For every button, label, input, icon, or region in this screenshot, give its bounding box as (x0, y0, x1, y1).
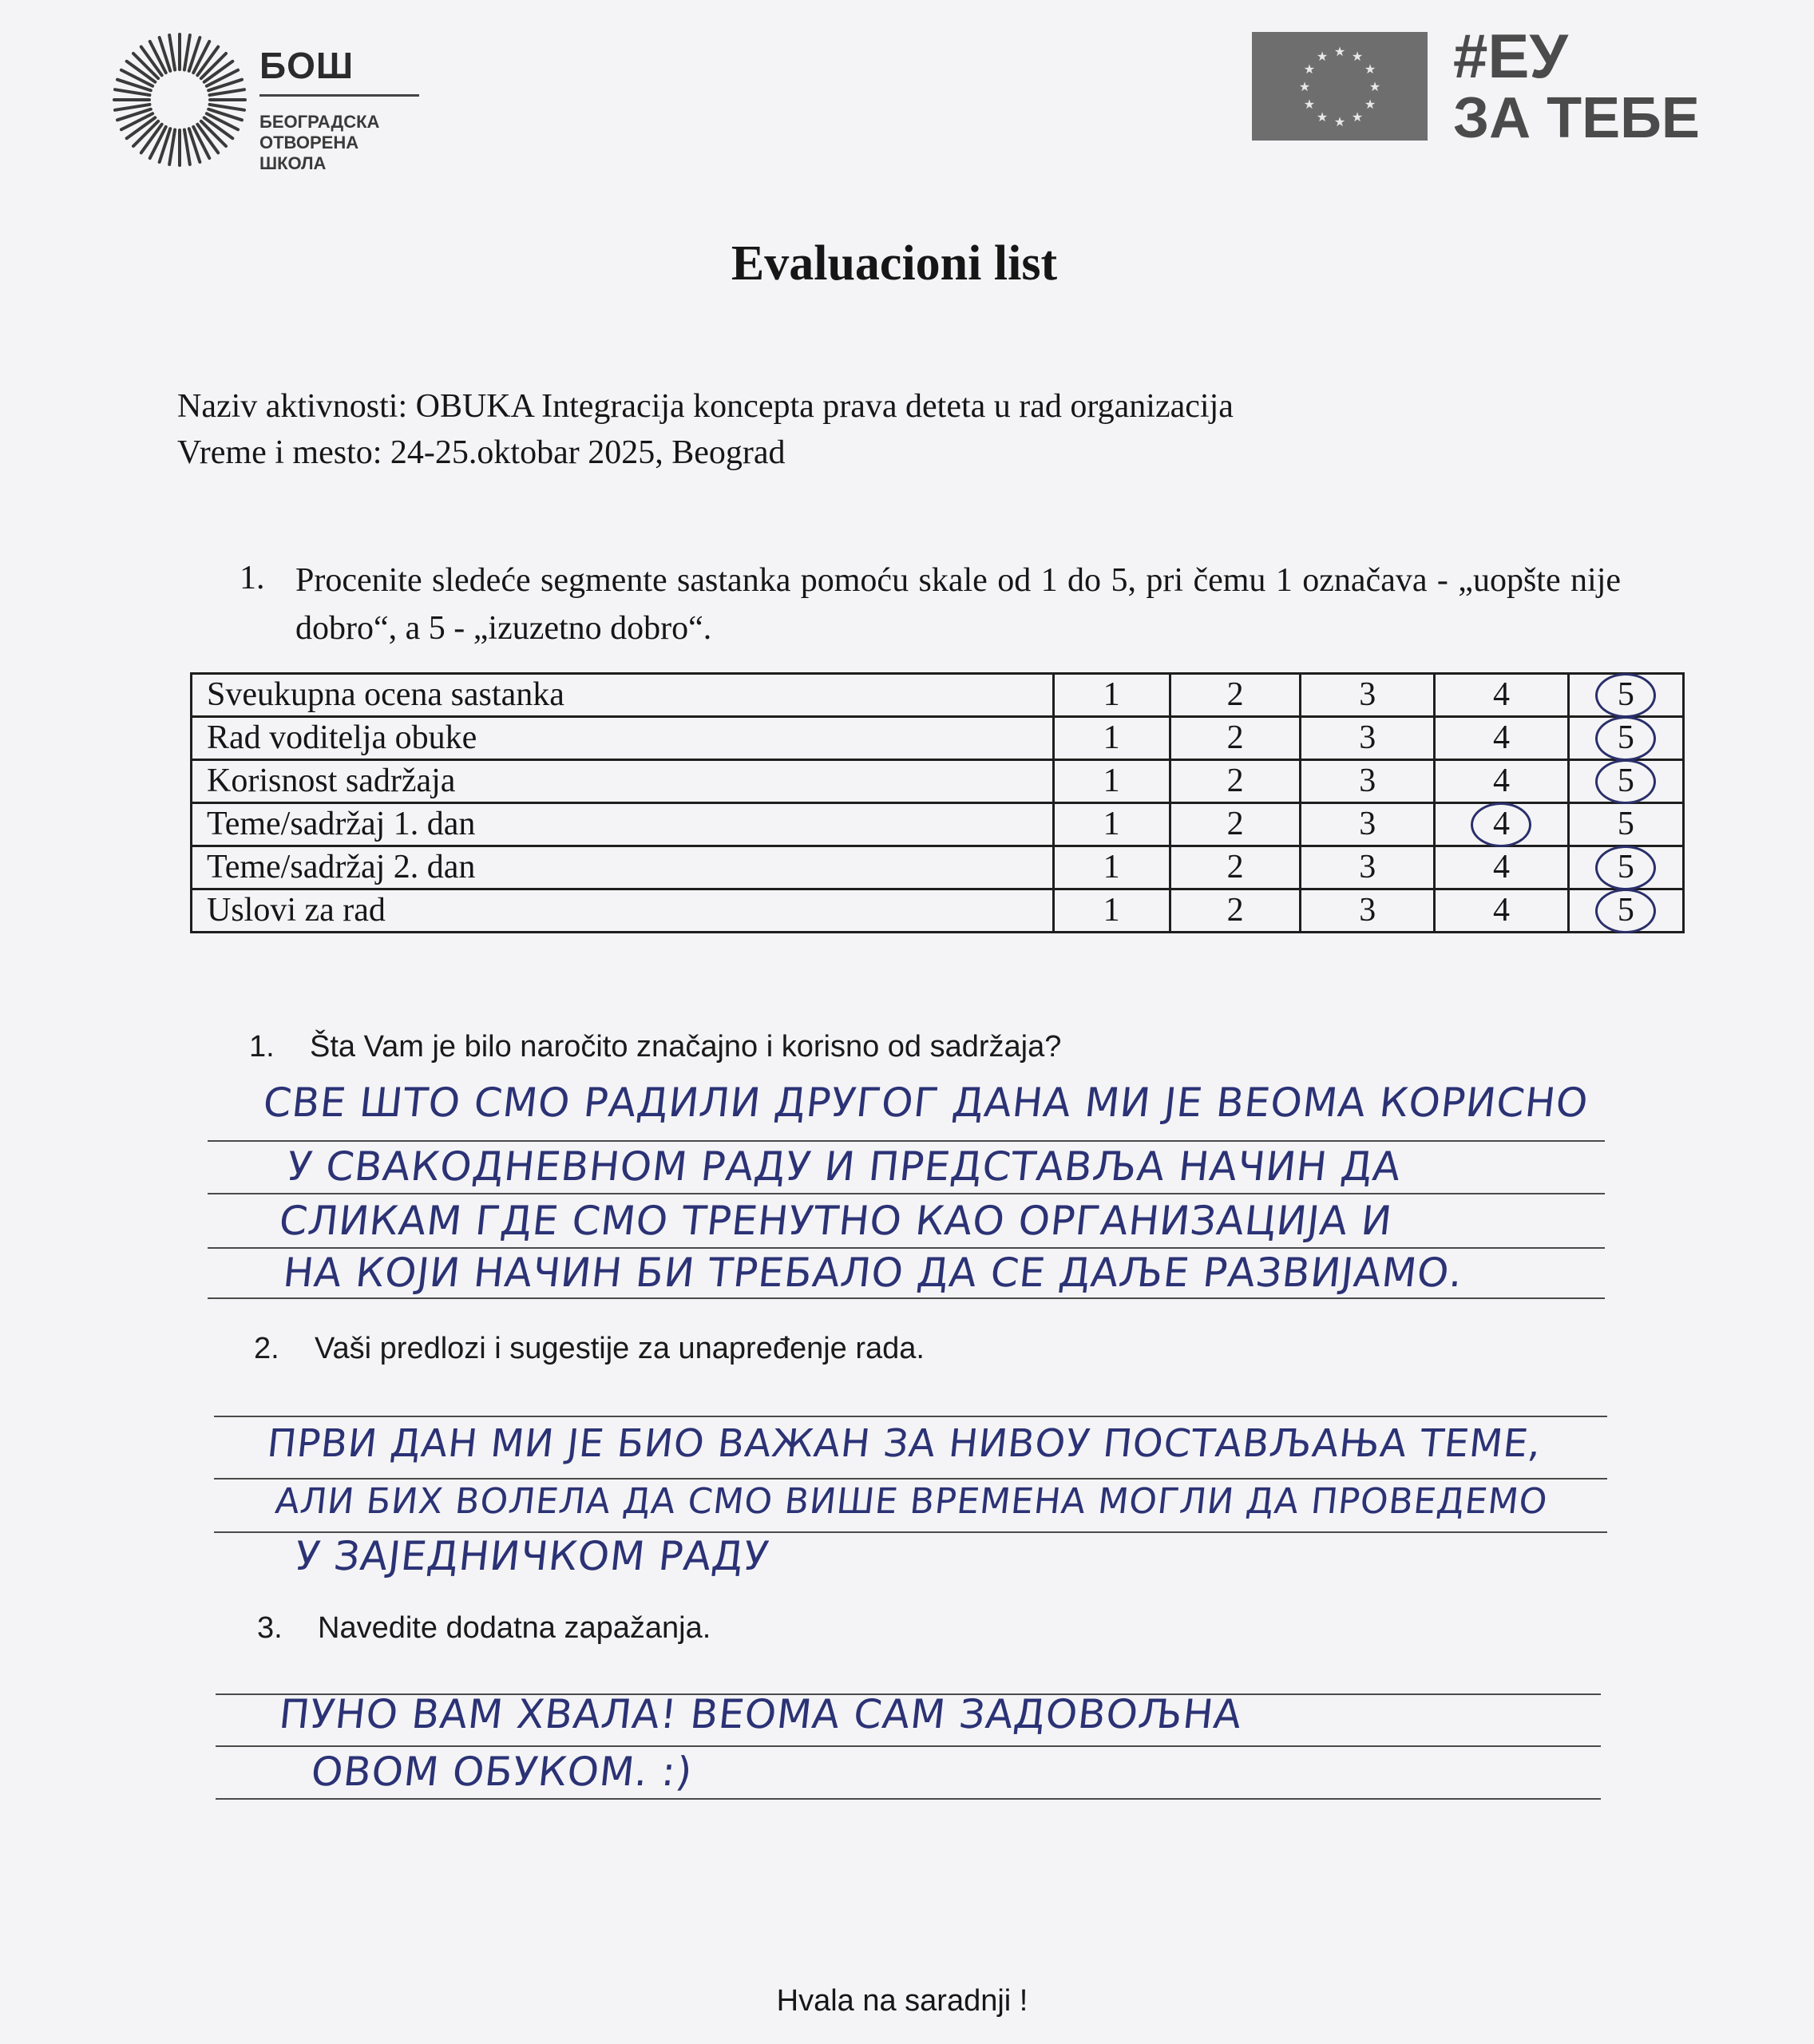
rating-row (192, 717, 1684, 760)
answer-line (208, 1140, 1605, 1142)
answer-line (214, 1416, 1607, 1417)
rating-row-label: Rad voditelja obuke (192, 717, 1054, 760)
eu-star-icon: ★ (1303, 98, 1316, 112)
rating-option[interactable] (1435, 760, 1569, 803)
logo-abbreviation: БОШ (259, 45, 354, 86)
rating-value: 2 (1226, 719, 1244, 756)
rating-value: 4 (1492, 676, 1510, 713)
rating-row (192, 674, 1684, 717)
rating-option[interactable] (1170, 760, 1301, 803)
answer-line (216, 1745, 1601, 1747)
handwritten-answer: АЛИ БИХ ВОЛЕЛА ДА СМО ВИШЕ ВРЕМЕНА МОГЛИ ДА ПРОВЕДЕМО (273, 1481, 1550, 1522)
rating-option[interactable] (1053, 760, 1170, 803)
eu-star-icon: ★ (1351, 111, 1364, 125)
rating-value: 2 (1226, 892, 1244, 929)
rating-value: 1 (1103, 676, 1120, 713)
rating-value: 1 (1103, 849, 1120, 885)
rating-option[interactable] (1435, 803, 1569, 846)
rating-value: 4 (1492, 719, 1510, 756)
eu-star-icon: ★ (1316, 111, 1329, 125)
rating-option[interactable] (1053, 889, 1170, 933)
rating-value: 5 (1617, 892, 1634, 929)
rating-table (190, 672, 1685, 933)
rating-value: 5 (1617, 719, 1634, 756)
rating-option[interactable] (1301, 760, 1435, 803)
sunburst-logo-icon (112, 28, 248, 172)
handwritten-answer: СЛИКАМ ГДЕ СМО ТРЕНУТНО КАО ОРГАНИЗАЦИЈА И (276, 1198, 1395, 1244)
rating-value: 2 (1226, 676, 1244, 713)
handwritten-answer: У ЗАЈЕДНИЧКОМ РАДУ (292, 1533, 772, 1579)
rating-option[interactable] (1568, 803, 1683, 846)
rating-value: 4 (1492, 806, 1510, 842)
logo-divider (259, 94, 419, 97)
rating-option[interactable] (1301, 803, 1435, 846)
rating-row-label: Teme/sadržaj 1. dan (192, 803, 1054, 846)
rating-value: 5 (1617, 676, 1634, 713)
eu-star-icon: ★ (1303, 63, 1316, 77)
rating-option[interactable] (1170, 846, 1301, 889)
rating-value: 4 (1492, 892, 1510, 929)
rating-option[interactable] (1435, 846, 1569, 889)
handwritten-answer: НА КОЈИ НАЧИН БИ ТРЕБАЛО ДА СЕ ДАЉЕ РАЗВИЈАМО. (280, 1250, 1466, 1296)
rating-value: 1 (1103, 806, 1120, 842)
rating-row (192, 889, 1684, 933)
rating-row (192, 760, 1684, 803)
eu-slogan-line1: #ЕУ (1453, 21, 1568, 91)
handwritten-answer: СВЕ ШТО СМО РАДИЛИ ДРУГОГ ДАНА МИ ЈЕ ВЕОМА КОРИСНО (260, 1079, 1591, 1126)
rating-value: 5 (1617, 806, 1634, 842)
rating-value: 1 (1103, 892, 1120, 929)
rating-option[interactable] (1053, 717, 1170, 760)
rating-row-label: Sveukupna ocena sastanka (192, 674, 1054, 717)
rating-value: 1 (1103, 763, 1120, 799)
answer-line (208, 1247, 1605, 1249)
rating-value: 5 (1617, 849, 1634, 885)
eu-flag-icon (1252, 32, 1428, 141)
eu-star-icon: ★ (1333, 46, 1346, 59)
rating-value: 2 (1226, 806, 1244, 842)
logo-name-line: ШКОЛА (259, 153, 327, 173)
activity-name: Naziv aktivnosti: OBUKA Integracija koncepta prava deteta u rad organizacija (177, 388, 1234, 425)
rating-option[interactable] (1568, 674, 1683, 717)
handwritten-answer: ПРВИ ДАН МИ ЈЕ БИО ВАЖАН ЗА НИВОУ ПОСТАВЉАЊА ТЕМЕ, (265, 1421, 1544, 1466)
footer-thanks: Hvala na saradnji ! (776, 1984, 1028, 2018)
eu-stars (1252, 32, 1428, 141)
handwritten-answer: ПУНО ВАМ ХВАЛА! ВЕОМА САМ ЗАДОВОЉНА (276, 1691, 1245, 1737)
rating-option[interactable] (1053, 803, 1170, 846)
rating-option[interactable] (1301, 674, 1435, 717)
eu-star-icon: ★ (1298, 81, 1311, 94)
eu-star-icon: ★ (1316, 50, 1329, 64)
rating-value: 3 (1359, 719, 1376, 756)
rating-value: 3 (1359, 676, 1376, 713)
question-number: 3. (257, 1611, 283, 1645)
question-number: 2. (254, 1332, 279, 1365)
rating-value: 3 (1359, 892, 1376, 929)
rating-row (192, 846, 1684, 889)
rating-option[interactable] (1568, 846, 1683, 889)
question-text: Procenite sledeće segmente sastanka pomoću skale od 1 do 5, pri čemu 1 označava - „uopšte nije dobro“, a 5 - „izuzetno dobro“. (295, 562, 1621, 647)
eu-star-icon: ★ (1351, 50, 1364, 64)
document-title: Evaluacioni list (731, 236, 1058, 291)
rating-value: 5 (1617, 763, 1634, 799)
rating-value: 4 (1492, 849, 1510, 885)
question-text: Vaši predlozi i sugestije za unapređenje rada. (315, 1332, 925, 1365)
rating-option[interactable] (1435, 889, 1569, 933)
rating-row (192, 803, 1684, 846)
answer-line (214, 1478, 1607, 1480)
rating-option[interactable] (1301, 717, 1435, 760)
rating-option[interactable] (1170, 717, 1301, 760)
rating-option[interactable] (1170, 674, 1301, 717)
rating-option[interactable] (1170, 889, 1301, 933)
rating-value: 2 (1226, 849, 1244, 885)
rating-option[interactable] (1301, 846, 1435, 889)
question-number: 1. (249, 1030, 275, 1064)
answer-line (208, 1297, 1605, 1299)
rating-value: 3 (1359, 806, 1376, 842)
question-text: Šta Vam je bilo naročito značajno i korisno od sadržaja? (310, 1030, 1062, 1064)
rating-option[interactable] (1053, 846, 1170, 889)
rating-row-label: Teme/sadržaj 2. dan (192, 846, 1054, 889)
rating-value: 3 (1359, 849, 1376, 885)
rating-option[interactable] (1568, 717, 1683, 760)
rating-option[interactable] (1568, 889, 1683, 933)
time-and-place: Vreme i mesto: 24-25.oktobar 2025, Beograd (177, 434, 786, 471)
question-number: 1. (240, 560, 265, 596)
rating-option[interactable] (1301, 889, 1435, 933)
answer-line (216, 1798, 1601, 1800)
rating-option[interactable] (1568, 760, 1683, 803)
logo-name-line: БЕОГРАДСКА (259, 112, 380, 132)
eu-star-icon: ★ (1333, 116, 1346, 129)
rating-option[interactable] (1053, 674, 1170, 717)
rating-option[interactable] (1170, 803, 1301, 846)
eu-slogan-line2: ЗА ТЕБЕ (1453, 86, 1700, 150)
rating-row-label: Uslovi za rad (192, 889, 1054, 933)
rating-value: 1 (1103, 719, 1120, 756)
rating-option[interactable] (1435, 674, 1569, 717)
eu-star-icon: ★ (1364, 63, 1376, 77)
rating-value: 2 (1226, 763, 1244, 799)
question-text: Navedite dodatna zapažanja. (318, 1611, 711, 1645)
rating-option[interactable] (1435, 717, 1569, 760)
logo-name-line: ОТВОРЕНА (259, 133, 359, 153)
answer-line (208, 1193, 1605, 1194)
rating-value: 3 (1359, 763, 1376, 799)
eu-star-icon: ★ (1364, 98, 1376, 112)
handwritten-answer: ОВОМ ОБУКОМ. :) (308, 1749, 695, 1795)
eu-star-icon: ★ (1368, 81, 1381, 94)
rating-value: 4 (1492, 763, 1510, 799)
rating-row-label: Korisnost sadržaja (192, 760, 1054, 803)
bos-logo (112, 24, 399, 176)
handwritten-answer: У СВАКОДНЕВНОМ РАДУ И ПРЕДСТАВЉА НАЧИН ДА (284, 1143, 1404, 1190)
